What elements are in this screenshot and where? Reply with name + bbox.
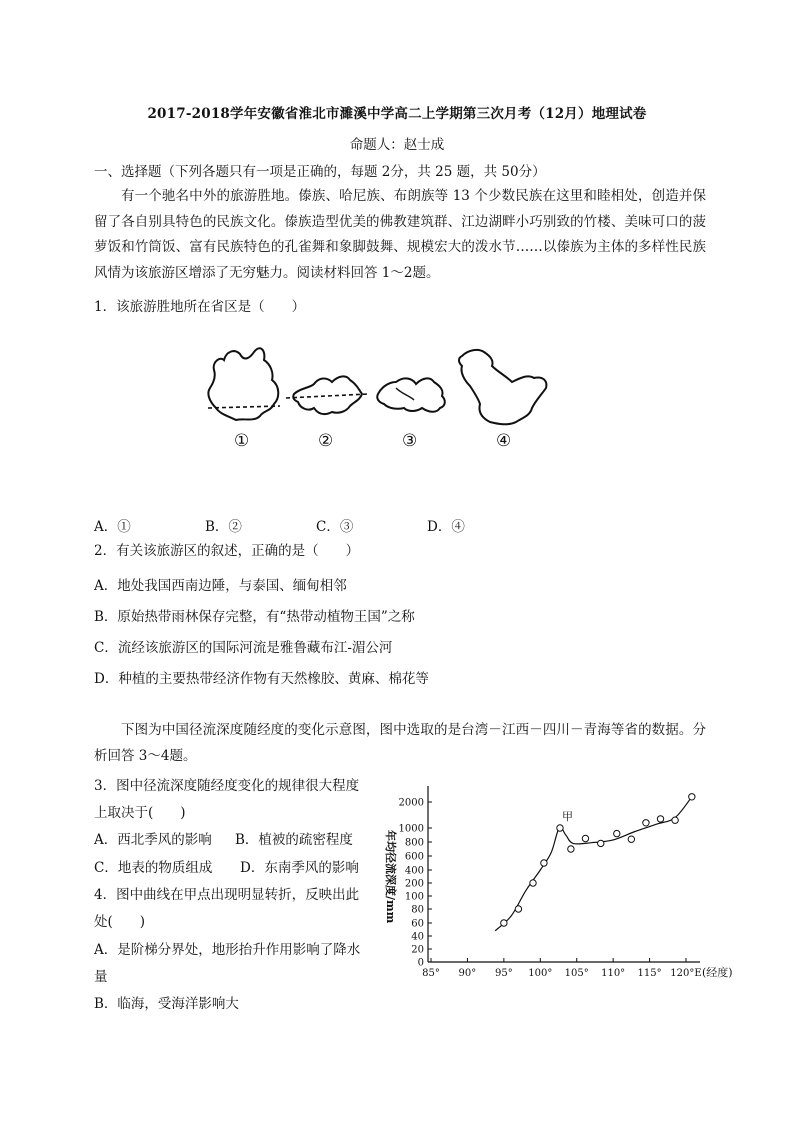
data-point bbox=[557, 825, 563, 831]
data-point bbox=[598, 840, 604, 846]
q1-option-c: C．③ bbox=[316, 519, 354, 535]
data-point bbox=[657, 816, 663, 822]
question-4-stem-line1: 4．图中曲线在甲点出现明显转折，反映出此 bbox=[94, 887, 360, 903]
y-tick-label: 40 bbox=[411, 931, 424, 943]
data-point bbox=[628, 836, 634, 842]
y-tick-label: 0 bbox=[417, 957, 424, 969]
data-point bbox=[582, 835, 588, 841]
q4-option-b: B．临海，受海洋影响大 bbox=[94, 996, 239, 1012]
x-tick-label: 100° bbox=[528, 968, 553, 979]
question-1-stem: 1．该旅游胜地所在省区是（ ） bbox=[94, 299, 306, 315]
province-map-2 bbox=[286, 376, 368, 451]
data-point bbox=[689, 794, 695, 800]
question-3-stem-line1: 3．图中径流深度随经度变化的规律很大程度 bbox=[94, 778, 360, 794]
question-2-stem: 2．有关该旅游区的叙述，正确的是（ ） bbox=[94, 543, 360, 559]
runoff-depth-chart bbox=[382, 778, 742, 988]
x-tick-label: 110° bbox=[601, 968, 626, 979]
y-tick-label: 2000 bbox=[398, 797, 424, 809]
province-maps bbox=[200, 342, 560, 454]
y-tick-labels bbox=[399, 798, 432, 969]
map-label-4: ④ bbox=[496, 431, 512, 451]
x-tick-label: 95° bbox=[494, 968, 513, 979]
data-point bbox=[501, 920, 507, 926]
q3-option-a: A．西北季风的影响 bbox=[94, 832, 212, 848]
data-point bbox=[541, 860, 547, 866]
map-label-1: ① bbox=[234, 431, 250, 451]
y-tick-label: 800 bbox=[404, 837, 424, 849]
author-line: 命题人：赵士成 bbox=[349, 137, 445, 153]
q1-option-b: B．② bbox=[205, 519, 242, 535]
x-tick-label: 115° bbox=[637, 968, 662, 979]
x-tick-label: 90° bbox=[458, 968, 477, 979]
question-4-stem-line2: 处( ) bbox=[94, 914, 146, 930]
y-axis-label: 年均径流深度/mm bbox=[384, 830, 397, 924]
q2-option-a: A．地处我国西南边陲，与泰国、缅甸相邻 bbox=[94, 578, 347, 594]
x-tick-labels bbox=[422, 958, 702, 979]
x-tick-label: 120°E bbox=[670, 968, 702, 979]
data-points bbox=[501, 794, 695, 927]
province-map-4 bbox=[459, 350, 546, 451]
q4-option-a-line1: A．是阶梯分界处，地形抬升作用影响了降水 bbox=[94, 942, 361, 958]
annotation-jia: 甲 bbox=[561, 810, 573, 823]
x-axis-label: (经度) bbox=[702, 966, 733, 979]
y-tick-label: 200 bbox=[404, 878, 424, 890]
q2-option-d: D．种植的主要热带经济作物有天然橡胶、黄麻、棉花等 bbox=[94, 671, 429, 687]
data-point bbox=[568, 846, 574, 852]
y-tick-label: 60 bbox=[411, 918, 424, 930]
q2-option-c: C．流经该旅游区的国际河流是雅鲁藏布江-湄公河 bbox=[94, 640, 393, 656]
y-tick-label: 80 bbox=[411, 904, 424, 916]
y-tick-label: 400 bbox=[404, 865, 424, 877]
data-point bbox=[614, 830, 620, 836]
y-tick-label: 600 bbox=[404, 851, 424, 863]
data-point bbox=[672, 817, 678, 823]
y-tick-label: 100 bbox=[404, 891, 424, 903]
data-point bbox=[643, 820, 649, 826]
province-map-1 bbox=[208, 348, 280, 451]
y-tick-label: 20 bbox=[411, 944, 424, 956]
page-title: 2017-2018学年安徽省淮北市濉溪中学高二上学期第三次月考（12月）地理试卷 bbox=[147, 106, 647, 122]
map-label-3: ③ bbox=[402, 431, 418, 451]
question-3-stem-line2: 上取决于( ) bbox=[94, 805, 186, 821]
x-tick-label: 85° bbox=[422, 968, 440, 979]
q3-option-d: D．东南季风的影响 bbox=[240, 860, 359, 876]
x-tick-label: 105° bbox=[564, 968, 589, 979]
passage-1: 有一个驰名中外的旅游胜地。傣族、哈尼族、布朗族等 13 个少数民族在这里和睦相处，创造并保留了各自别具特色的民族文化。傣族造型优美的佛教建筑群、江边湖畔小巧别致的竹楼、美味可口的菠萝饭和竹筒饭、富有民族特色的孔雀舞和象脚鼓舞、规模宏大的泼水节……以傣族为主体的多样性民族风情为该旅游区增添了无穷魅力。阅读材料回答 1～2题。 bbox=[94, 188, 706, 281]
q1-option-a: A．① bbox=[94, 519, 131, 535]
y-axis-title bbox=[384, 830, 398, 924]
q4-option-a-line2: 量 bbox=[94, 969, 108, 985]
q1-option-d: D．④ bbox=[427, 519, 465, 535]
passage-2: 下图为中国径流深度随经度的变化示意图，图中选取的是台湾－江西－四川－青海等省的数据。分析回答 3～4题。 bbox=[94, 722, 706, 764]
data-point bbox=[515, 906, 521, 912]
q2-option-b: B．原始热带雨林保存完整，有“热带动植物王国”之称 bbox=[94, 609, 415, 625]
q3-option-b: B．植被的疏密程度 bbox=[235, 832, 353, 848]
y-tick-label: 1000 bbox=[398, 823, 424, 835]
province-map-3 bbox=[377, 378, 445, 451]
data-point bbox=[530, 880, 536, 886]
section-header: 一、选择题（下列各题只有一项是正确的，每题 2分，共 25 题，共 50分） bbox=[94, 164, 546, 180]
map-label-2: ② bbox=[318, 431, 334, 451]
q3-option-c: C．地表的物质组成 bbox=[94, 860, 213, 876]
